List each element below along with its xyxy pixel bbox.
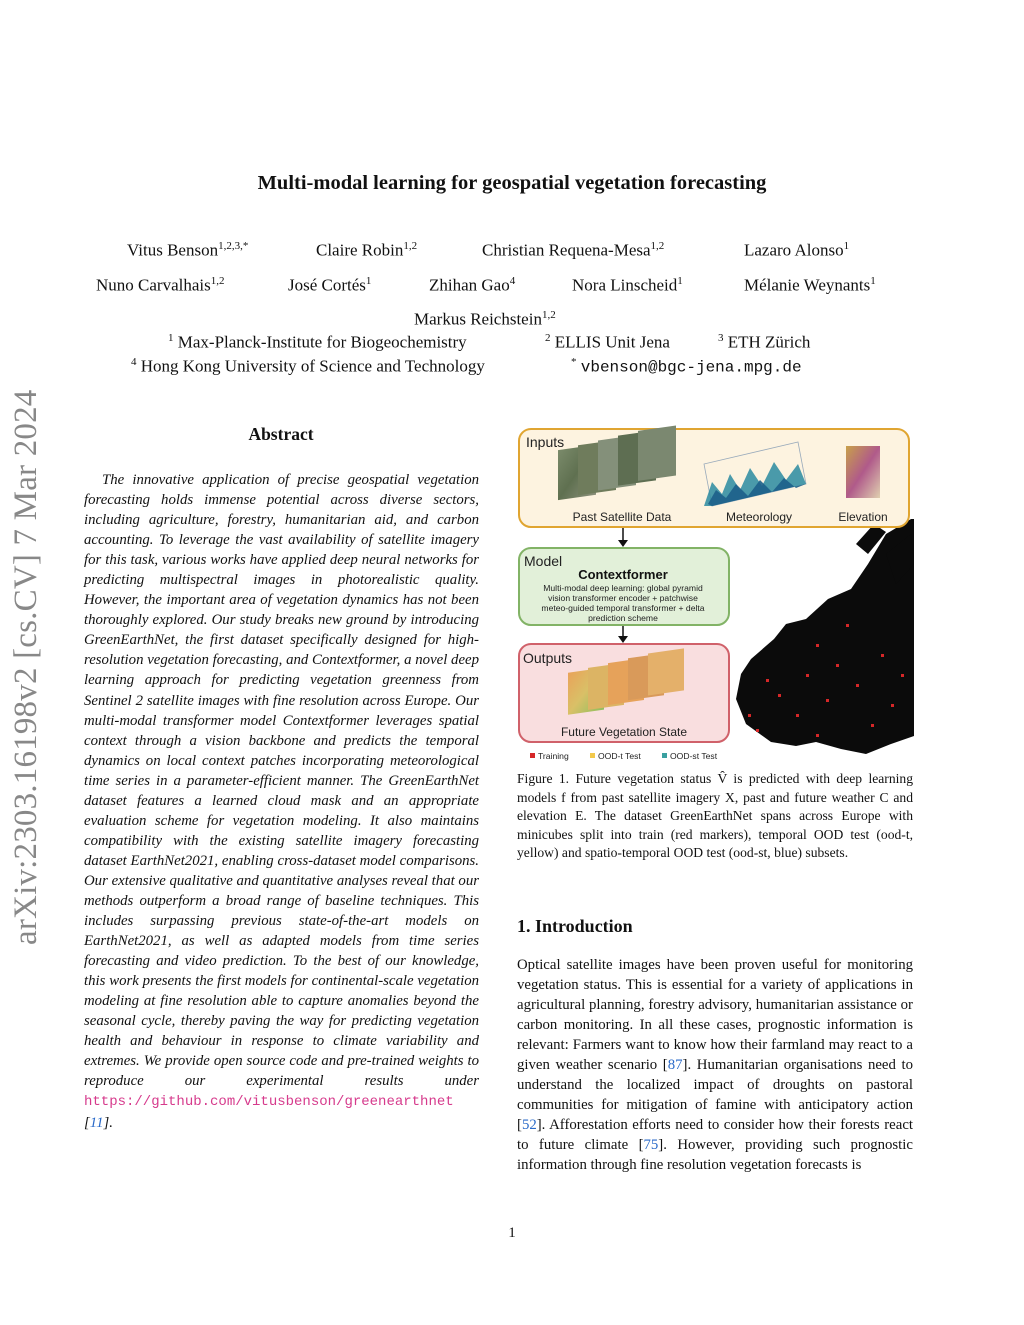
arrow-head bbox=[618, 540, 628, 547]
arrow-head bbox=[618, 636, 628, 643]
abstract-body: The innovative application of precise geospatial vegetation forecasting holds immense potential across diverse sectors, including agriculture, forestry, humanitarian aid, and carbon accounting. To leverage the vast availability of satellite imagery for this task, various works have applied deep neural networks for predicting multispectral images in photorealistic quality. However, the important area of vegetation dynamics has not been thoroughly explored. Our study breaks new ground by introducing GreenEarthNet, the first dataset specifically designed for high-resolution vegetation forecasting, and Contextformer, a novel deep learning approach for predicting vegetation greenness from Sentinel 2 satellite images with fine resolution across Europe. Our multi-modal transformer model Contextformer leverages spatial context through a vision backbone and predicts the temporal dynamics on local context patches incorporating meteorological time series in a parameter-efficient manner. The GreenEarthNet dataset features a learned cloud mask and an appropriate evaluation scheme for vegetation modeling. It also maintains compatibility with the existing satellite imagery forecasting dataset EarthNet2021, enabling cross-dataset model comparisons. Our extensive qualitative and quantitative analyses reveal that our methods outperform a broad range of baseline techniques. This includes surpassing previous state-of-the-art models on EarthNet2021, as well as adapted models from time series forecasting and video prediction. To the best of our knowledge, this work presents the first models for continental-scale vegetation modeling at fine resolution able to capture anomalies beyond the seasonal cycle, thereby paving the way for predicting vegetation health and behaviour in response to climate variability and extremes. We provide open source code and pre-trained weights to reproduce our experimental results under https://github.com/vitusbenson/greenearthnet [11]. bbox=[84, 472, 479, 1131]
model-description: meteo-guided temporal transformer + delta bbox=[541, 603, 705, 613]
page-number: 1 bbox=[508, 1225, 516, 1241]
author: Markus Reichstein$^{1,2}$ bbox=[414, 309, 556, 329]
author: José Cortés$^1$ bbox=[288, 275, 372, 295]
legend-swatch-oodt bbox=[590, 753, 595, 758]
citation-link[interactable]: 11 bbox=[89, 1114, 104, 1131]
author: Claire Robin$^{1,2}$ bbox=[316, 240, 418, 260]
affiliation: $^3$ ETH Zürich bbox=[718, 332, 811, 352]
legend-swatch-training bbox=[530, 753, 535, 758]
author: Christian Requena-Mesa$^{1,2}$ bbox=[482, 240, 665, 260]
model-description: prediction scheme bbox=[588, 613, 658, 623]
input-item: Meteorology bbox=[725, 510, 793, 524]
citation-link[interactable]: 87 bbox=[667, 1057, 683, 1074]
author: Mélanie Weynants$^1$ bbox=[744, 275, 876, 295]
legend-item: OOD-st Test bbox=[670, 751, 718, 761]
author: Lazaro Alonso$^1$ bbox=[744, 240, 850, 260]
model-name: Contextformer bbox=[578, 567, 668, 582]
citation-link[interactable]: 75 bbox=[643, 1137, 659, 1154]
legend-item: Training bbox=[538, 751, 569, 761]
affiliation: $^1$ Max-Planck-Institute for Biogeochemistry bbox=[168, 332, 467, 352]
model-description: Multi-modal deep learning: global pyramid bbox=[543, 583, 703, 593]
author: Nuno Carvalhais$^{1,2}$ bbox=[96, 275, 225, 295]
arxiv-identifier: arXiv:2303.16198v2 [cs.CV] 7 Mar 2024 bbox=[8, 389, 44, 945]
author: Vitus Benson$^{1,2,3,*}$ bbox=[127, 240, 249, 260]
outputs-label: Outputs bbox=[523, 650, 573, 666]
inputs-label: Inputs bbox=[526, 434, 565, 450]
introduction-text: Optical satellite images have been proven useful for monitoring vegetation status. This is essential for a variety of applications in agricultural planning, forestry advisory, humanitarian assistance or carbon monitoring. In all these cases, prognostic information is relevant: Farmers want to know how their farmland may react to a given weather scenario [87]. Humanitarian organisations need to understand the localized impact of droughts on pastoral communities for mitigation of famine with anticipatory action [52]. Afforestation efforts need to consider how their forests react to future climate [75]. However, providing such prognostic information through fine resolution vegetation forecasts is bbox=[517, 957, 913, 1174]
author: Nora Linscheid$^1$ bbox=[572, 275, 683, 295]
figure-caption: Figure 1. Future vegetation status V̂ is predicted with deep learning models f from past satellite imagery X, past and future weather C and elevation E. The dataset GreenEarthNet spans across Europe with minicubes split into train (red markers), temporal OOD test (ood-t, yellow) and spatio-temporal OOD test (ood-st, blue) subsets. bbox=[517, 771, 913, 860]
legend-item: OOD-t Test bbox=[598, 751, 641, 761]
input-item: Past Satellite Data bbox=[572, 510, 672, 524]
abstract-heading: Abstract bbox=[248, 424, 314, 444]
affiliation: $^4$ Hong Kong University of Science and Technology bbox=[131, 356, 485, 376]
legend-swatch-oodst bbox=[662, 753, 667, 758]
input-item: Elevation bbox=[838, 510, 888, 524]
code-link[interactable]: https://github.com/vitusbenson/greenearthnet bbox=[84, 1094, 454, 1111]
figure-1 bbox=[516, 424, 914, 764]
output-item: Future Vegetation State bbox=[560, 725, 688, 739]
citation-link[interactable]: 52 bbox=[521, 1117, 537, 1134]
model-description: vision transformer encoder + patchwise bbox=[548, 593, 698, 603]
paper-title: Multi-modal learning for geospatial vegetation forecasting bbox=[257, 172, 767, 194]
corresponding-email[interactable]: * vbenson@bgc-jena.mpg.de bbox=[571, 356, 802, 377]
affiliation: $^2$ ELLIS Unit Jena bbox=[545, 332, 670, 352]
section-heading: 1. Introduction bbox=[517, 916, 633, 936]
author: Zhihan Gao$^4$ bbox=[429, 275, 516, 295]
elevation-map bbox=[846, 446, 880, 498]
europe-map bbox=[736, 519, 914, 754]
model-label: Model bbox=[524, 553, 563, 569]
